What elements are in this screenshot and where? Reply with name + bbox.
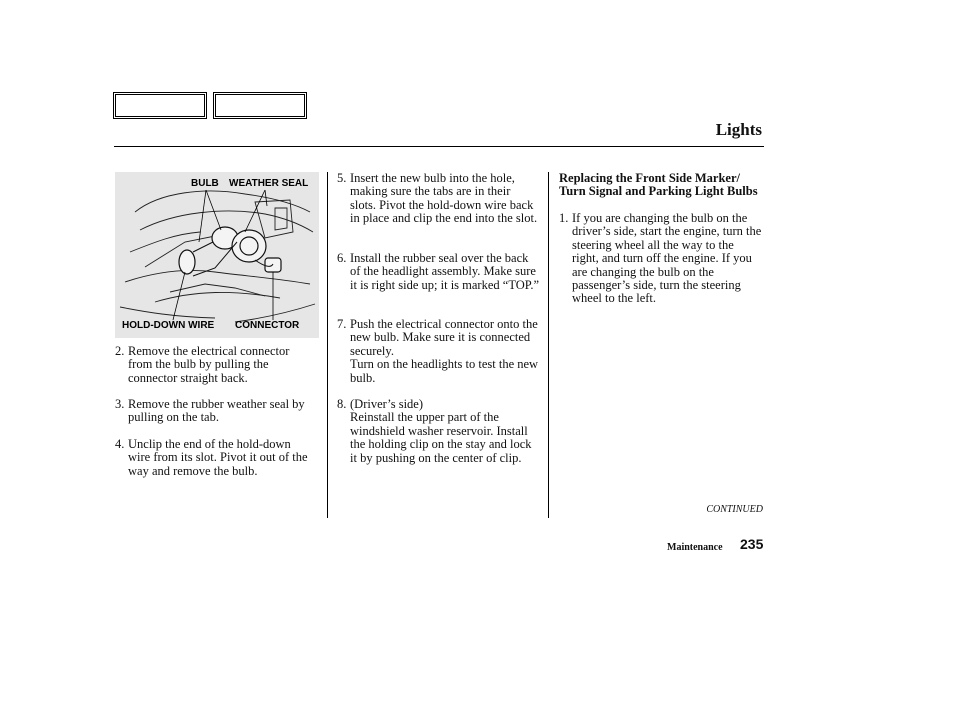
column-divider-2 xyxy=(548,172,549,518)
step-5 xyxy=(337,172,539,226)
weather-seal-label: WEATHER SEAL xyxy=(229,178,309,189)
step-1 xyxy=(559,212,763,306)
step-text: Install the rubber seal over the back of the headlight assembly. Make sure it is right side up; it is marked “TOP.” xyxy=(350,251,539,292)
bulb-label: BULB xyxy=(191,178,219,189)
step-text-continued: Reinstall the upper part of the windshield washer reservoir. Install the holding clip on the stay and lock it by pushing on the center of clip. xyxy=(350,410,532,465)
column-divider-1 xyxy=(327,172,328,518)
page-title: Lights xyxy=(715,120,762,139)
step-text: Push the electrical connector onto the new bulb. Make sure it is connected securely. xyxy=(350,317,538,358)
continued-note: CONTINUED xyxy=(706,504,763,515)
page-number: 235 xyxy=(740,536,764,552)
title-rule xyxy=(114,146,764,147)
step-text: Remove the electrical connector from the bulb by pulling the connector straight back. xyxy=(128,344,290,385)
nav-button-prev[interactable] xyxy=(113,92,207,119)
step-2 xyxy=(115,345,315,385)
step-text-continued: Turn on the headlights to test the new bulb. xyxy=(350,357,539,385)
step-8 xyxy=(337,398,539,465)
step-number: 1. xyxy=(559,211,569,225)
step-number: 7. xyxy=(337,317,347,331)
nav-button-next[interactable] xyxy=(213,92,307,119)
section-heading: Replacing the Front Side Marker/ Turn Signal and Parking Light Bulbs xyxy=(559,171,758,199)
step-number: 6. xyxy=(337,251,347,265)
step-text: Insert the new bulb into the hole, making sure the tabs are in their slots. Pivot the hold-down wire back in place and clip the end into the slot. xyxy=(350,171,538,226)
step-number: 8. xyxy=(337,397,347,411)
step-text: (Driver’s side) xyxy=(350,397,424,411)
connector-label: CONNECTOR xyxy=(235,320,300,331)
step-6 xyxy=(337,252,539,292)
headlight-bulb-illustration xyxy=(115,172,319,338)
step-7 xyxy=(337,318,539,385)
step-number: 3. xyxy=(115,397,125,411)
step-number: 5. xyxy=(337,171,347,185)
footer-section-name: Maintenance xyxy=(667,542,723,553)
step-text: Unclip the end of the hold-down wire from its slot. Pivot it out of the way and remove the bulb. xyxy=(128,437,308,478)
step-text: If you are changing the bulb on the driver’s side, start the engine, turn the steering wheel all the way to the right, and turn off the engine. If you are changing the bulb on the passenger’s side, turn the steering wheel to the left. xyxy=(572,211,762,306)
headlight-assembly-drawing xyxy=(115,172,319,338)
step-number: 2. xyxy=(115,344,125,358)
step-4 xyxy=(115,438,315,478)
step-text: Remove the rubber weather seal by pulling on the tab. xyxy=(128,397,305,425)
hold-down-wire-label: HOLD-DOWN WIRE xyxy=(122,320,215,331)
step-3 xyxy=(115,398,315,425)
step-number: 4. xyxy=(115,437,125,451)
